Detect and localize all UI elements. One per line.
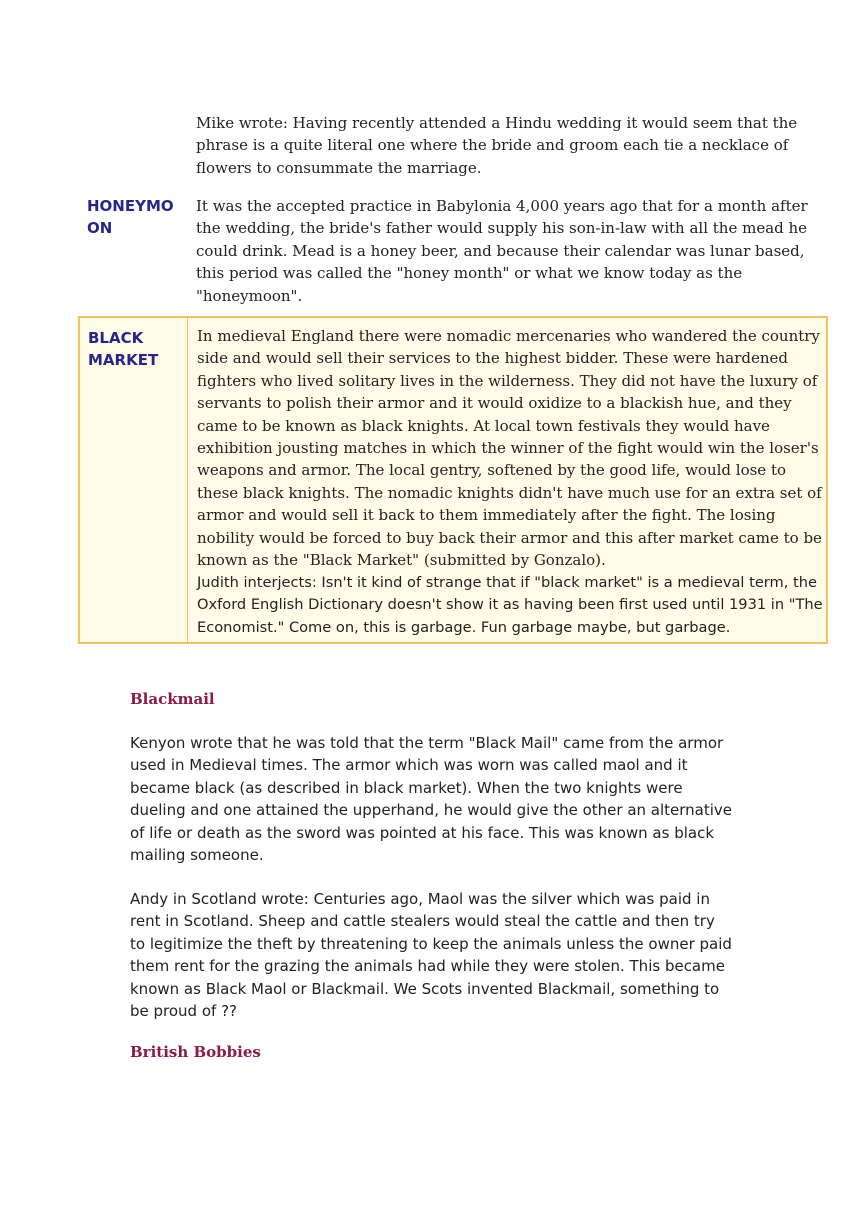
black-market-term-cell	[80, 318, 188, 642]
blackmail-kenyon-paragraph: Kenyon wrote that he was told that the term "Black Mail" came from the armor used in Medieval times. The armor which was worn was called maol and it became black (as described in black market). When the two knights were dueling and one attained the upperhand, he would give the other an alternative of life or death as the sword was pointed at his face. This was known as black mailing someone.	[130, 734, 733, 865]
judith-interjection: Judith interjects: Isn't it kind of strange that if "black market" is a medieval term, the Oxford English Dictionary doesn't show it as having been first used until 1931 in "The Economist." Come on, this is garbage. Fun garbage maybe, but garbage.	[197, 574, 823, 636]
honeymoon-definition: It was the accepted practice in Babylonia 4,000 years ago that for a month after the wedding, the bride's father would supply his son-in-law with all the mead he could drink. Mead is a honey beer, and because their calendar was lunar based, this period was called the "honey month" or what we know today as the "honeymoon".	[196, 197, 808, 305]
section-heading-blackmail: Blackmail	[130, 690, 215, 708]
blackmail-andy-paragraph: Andy in Scotland wrote: Centuries ago, Maol was the silver which was paid in rent in Scotland. Sheep and cattle stealers would steal the cattle and then try to legitimize the theft by threatening to keep the animals unless the owner paid them rent for the grazing the animals had while they were stolen. This became known as Black Maol or Blackmail. We Scots invented Blackmail, something to be proud of ??	[130, 890, 732, 1021]
term-black-market: BLACK MARKET	[88, 329, 159, 369]
black-market-definition-cell	[189, 318, 826, 642]
section-heading-british-bobbies: British Bobbies	[130, 1043, 261, 1061]
term-honeymoon: HONEYMOON	[87, 197, 174, 237]
black-market-highlight-row	[78, 316, 828, 644]
black-market-definition: In medieval England there were nomadic mercenaries who wandered the country side and would sell their services to the highest bidder. These were hardened fighters who lived solitary lives in the wilderness. They did not have the luxury of servants to polish their armor and it would oxidize to a blackish hue, and they came to be known as black knights. At local town festivals they would have exhibition jousting matches in which the winner of the fight would win the loser's weapons and armor. The local gentry, softened by the good life, would lose to these black knights. The nomadic knights didn't have much use for an extra set of armor and would sell it back to them immediately after the fight. The losing nobility would be forced to buy back their armor and this after market came to be known as the "Black Market" (submitted by Gonzalo).	[197, 327, 822, 570]
mike-wedding-paragraph: Mike wrote: Having recently attended a Hindu wedding it would seem that the phrase is a quite literal one where the bride and groom each tie a necklace of flowers to consummate the marriage.	[196, 114, 798, 177]
